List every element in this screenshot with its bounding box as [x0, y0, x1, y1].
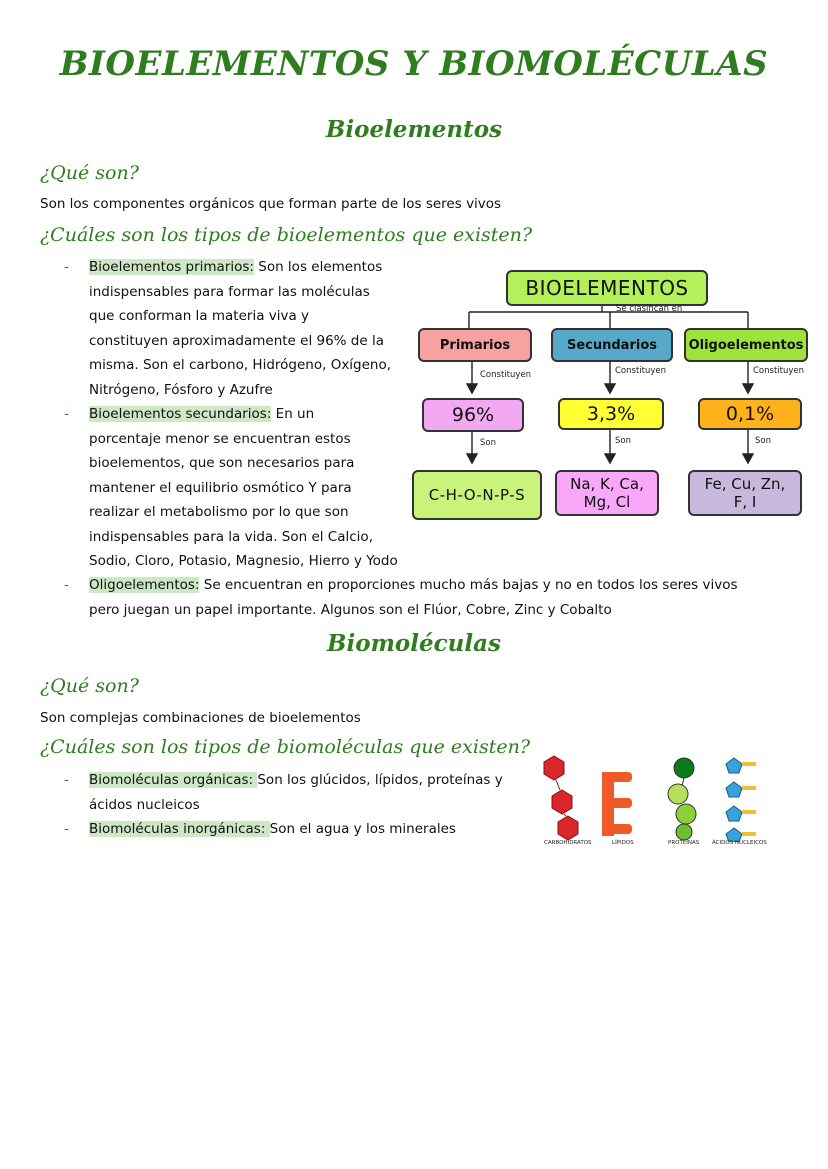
- biomolecules-illustration: [536, 752, 776, 842]
- protein-icon: [668, 758, 696, 840]
- constituyen-label-2: Constituyen: [615, 366, 667, 376]
- nucleic-acid-icon: [726, 758, 756, 842]
- lipid-icon: [602, 772, 632, 836]
- page-title: BIOELEMENTOS Y BIOMOLÉCULAS: [59, 44, 769, 84]
- percent-oligoelementos: 0,1%: [698, 398, 802, 430]
- elements-secundarios: Na, K, Ca, Mg, Cl: [555, 470, 659, 516]
- constituyen-label-3: Constituyen: [753, 366, 805, 376]
- label-carbohidratos: CARBOHIDRATOS: [544, 840, 592, 846]
- son-label-1: Son: [480, 438, 496, 448]
- answer-what-2: Son complejas combinaciones de bioelementos: [40, 710, 361, 726]
- list-dash: -: [64, 821, 69, 837]
- section-heading-bioelementos: Bioelementos: [325, 116, 503, 143]
- percent-primarios: 96%: [422, 398, 524, 432]
- term-label: Oligoelementos:: [89, 577, 200, 593]
- term-label: Bioelementos secundarios:: [89, 406, 272, 422]
- category-secundarios: Secundarios: [551, 328, 673, 362]
- elements-primarios: C-H-O-N-P-S: [412, 470, 542, 520]
- list-dash: -: [64, 772, 69, 788]
- label-lipidos: LÍPIDOS: [612, 840, 634, 846]
- section-heading-biomoleculas: Biomoléculas: [327, 630, 501, 657]
- category-primarios: Primarios: [418, 328, 532, 362]
- term-label: Bioelementos primarios:: [89, 259, 254, 275]
- classify-label: Se clasifican en: [616, 304, 683, 314]
- carbohydrate-icon: [544, 756, 578, 840]
- category-oligoelementos: Oligoelementos: [684, 328, 808, 362]
- diagram-root-box: BIOELEMENTOS: [506, 270, 708, 306]
- son-label-2: Son: [615, 436, 631, 446]
- label-proteinas: PROTEÍNAS: [668, 840, 700, 846]
- question-types: ¿Cuáles son los tipos de bioelementos que existen?: [40, 224, 533, 246]
- percent-secundarios: 3,3%: [558, 398, 664, 430]
- elements-oligoelementos: Fe, Cu, Zn, F, I: [688, 470, 802, 516]
- constituyen-label-1: Constituyen: [480, 370, 532, 380]
- son-label-3: Son: [755, 436, 771, 446]
- term-label: Biomoléculas inorgánicas:: [89, 821, 270, 837]
- question-what: ¿Qué son?: [40, 162, 139, 184]
- list-dash: -: [64, 406, 69, 422]
- list-dash: -: [64, 259, 69, 275]
- list-dash: -: [64, 577, 69, 593]
- label-acidos-nucleicos: ÁCIDOS NUCLEICOS: [712, 840, 767, 846]
- question-what-2: ¿Qué son?: [40, 675, 139, 697]
- bioelementos-diagram: [410, 262, 810, 527]
- term-label: Biomoléculas orgánicas:: [89, 772, 258, 788]
- question-types-2: ¿Cuáles son los tipos de biomoléculas que existen?: [40, 736, 531, 758]
- biomolecules-figure: [536, 752, 776, 852]
- answer-what: Son los componentes orgánicos que forman parte de los seres vivos: [40, 196, 502, 212]
